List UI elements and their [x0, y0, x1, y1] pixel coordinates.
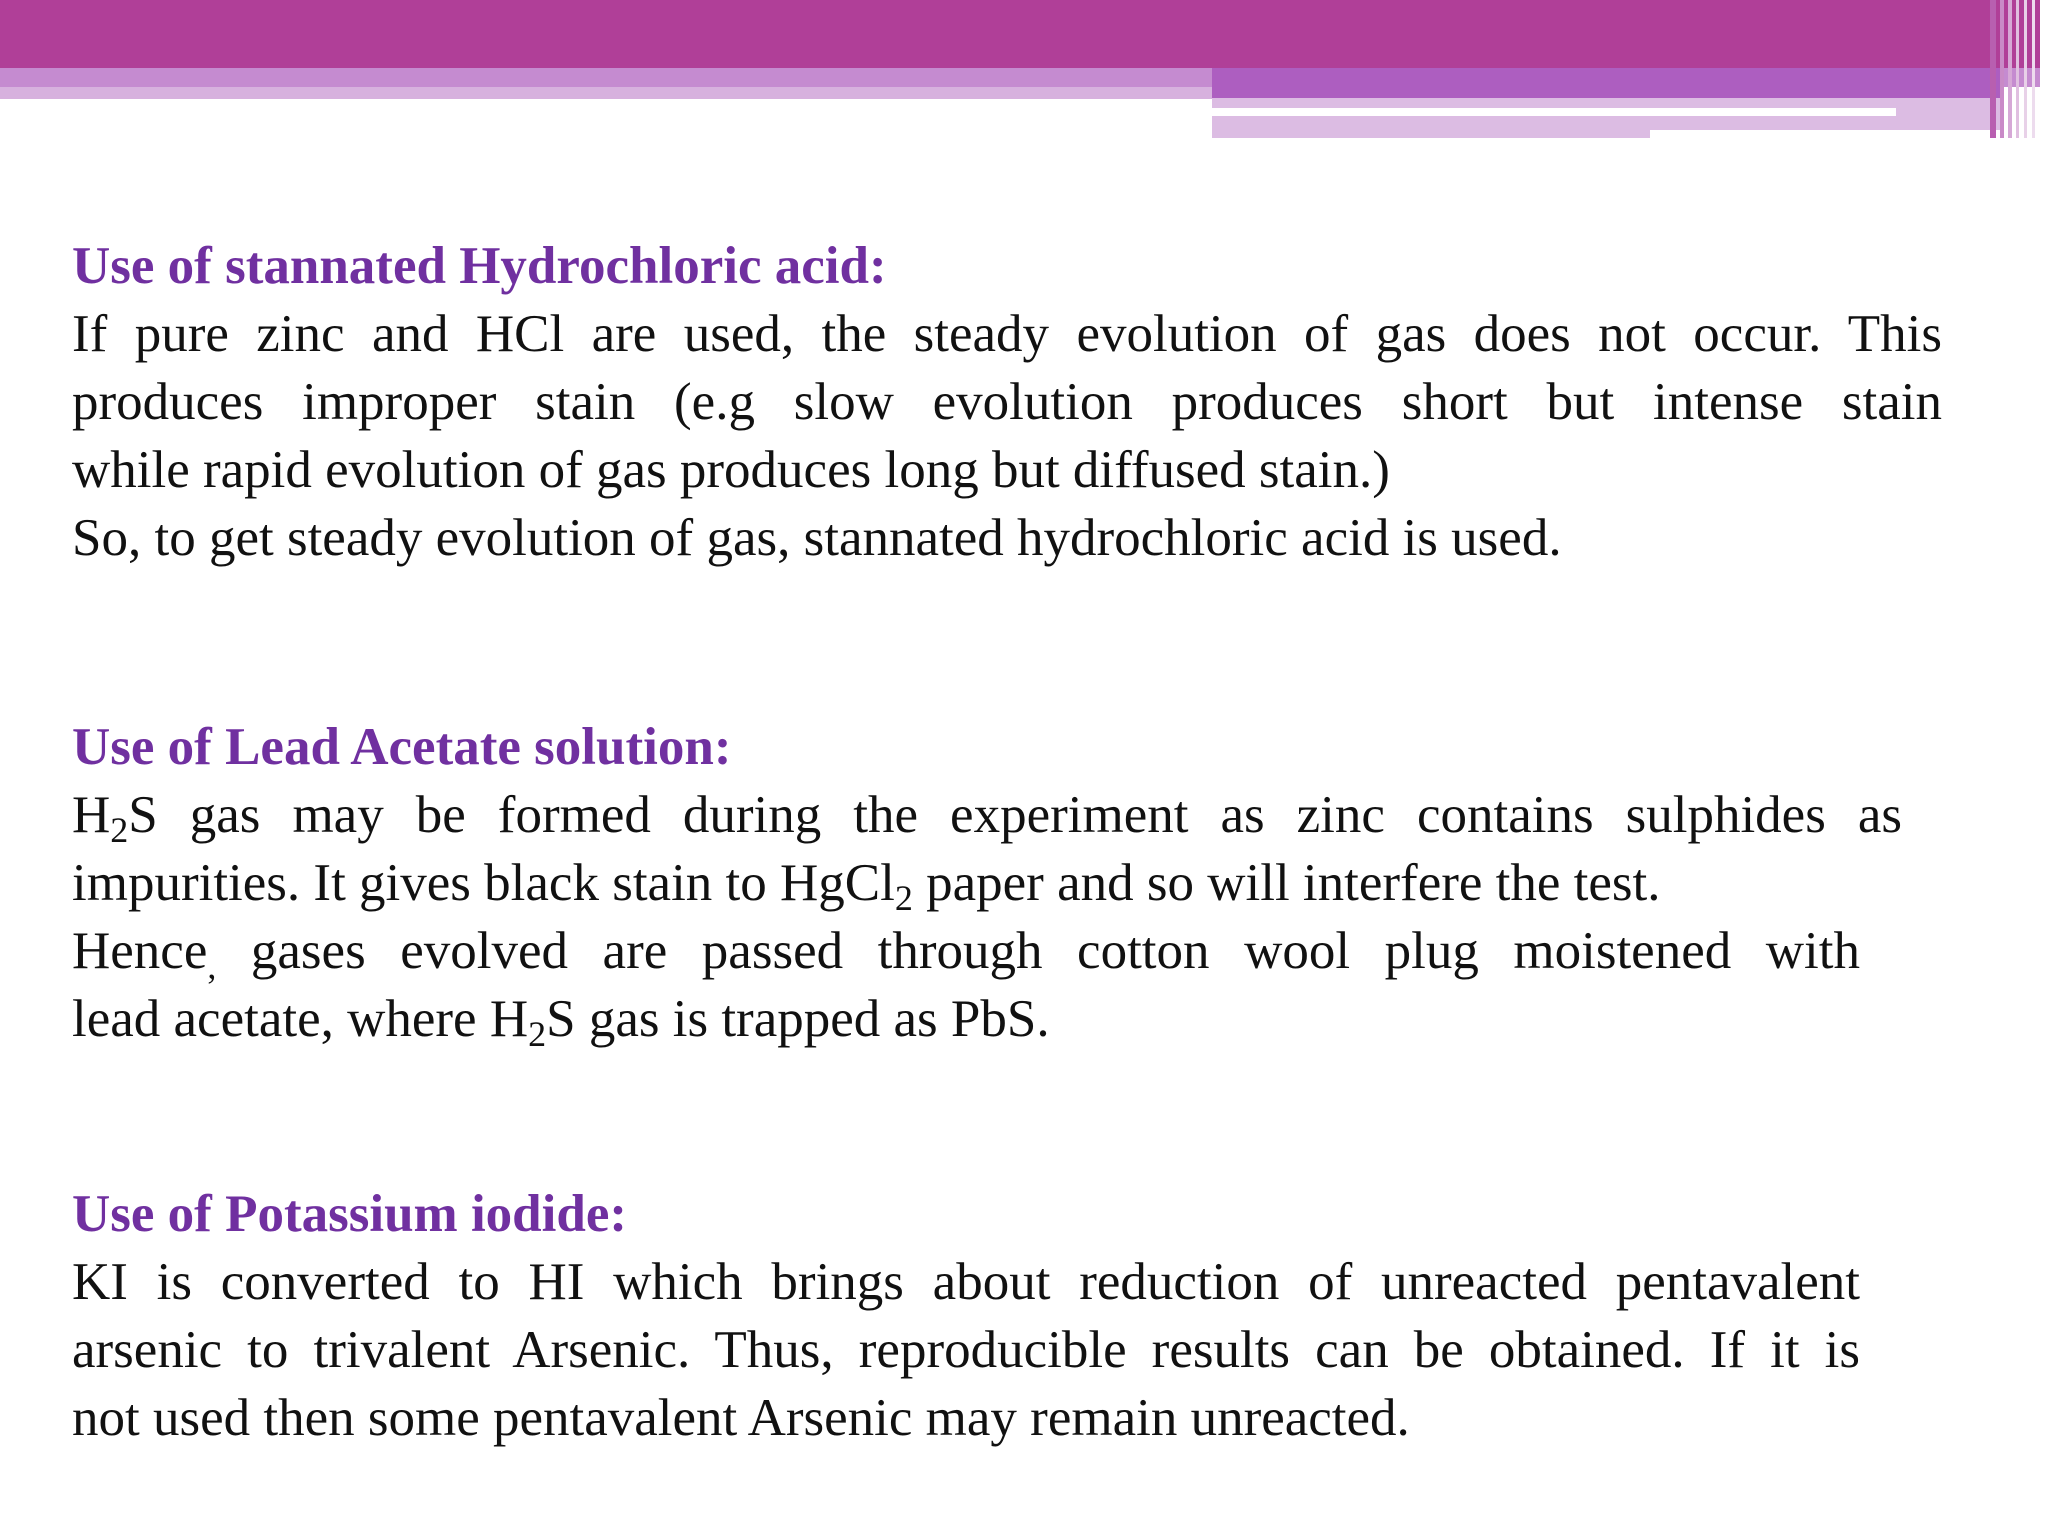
text-fragment: gases evolved are passed through cotton wool plug moistened with [216, 922, 1860, 980]
subscript: 2 [528, 1014, 547, 1054]
section-body [72, 1248, 1860, 1452]
text-line: So, to get steady evolution of gas, stannated hydrochloric acid is used. [72, 509, 1562, 567]
subscript: , [207, 946, 217, 986]
text-line: KI is converted to HI which brings about reduction of unreacted pentavalent [72, 1253, 1860, 1311]
header-stripe [1990, 0, 1996, 138]
text-line: arsenic to trivalent Arsenic. Thus, reproducible results can be obtained. If it is [72, 1321, 1860, 1379]
section-heading: Use of stannated Hydrochloric acid: [72, 237, 887, 295]
text-fragment: S gas is trapped as PbS. [546, 990, 1050, 1048]
text-fragment: lead acetate, where H [72, 990, 529, 1048]
text-line: not used then some pentavalent Arsenic may remain unreacted. [72, 1389, 1410, 1447]
section-heading: Use of Potassium iodide: [72, 1185, 628, 1243]
subscript: 2 [110, 810, 129, 850]
text-line: If pure zinc and HCl are used, the steady evolution of gas does not occur. This [72, 305, 1942, 363]
section-stannated-hcl [72, 232, 1942, 572]
header-stripe [2032, 0, 2035, 138]
header-stripe [2016, 0, 2019, 138]
section-body [72, 781, 1902, 1053]
header-band-tertiary [0, 87, 1212, 99]
text-line [72, 917, 1860, 985]
text-line [72, 985, 1902, 1053]
text-line [72, 849, 1902, 917]
header-band-accent [1212, 68, 2002, 98]
text-line: produces improper stain (e.g slow evolution produces short but intense stain [72, 373, 1942, 431]
text-fragment: H [72, 786, 111, 844]
section-heading: Use of Lead Acetate solution: [72, 718, 732, 776]
text-fragment: paper and so will interfere the test. [912, 854, 1661, 912]
text-fragment: impurities. It gives black stain to HgCl [72, 854, 895, 912]
text-line: while rapid evolution of gas produces long but diffused stain.) [72, 441, 1390, 499]
header-stripe [2040, 0, 2048, 138]
text-fragment: Hence [72, 922, 208, 980]
text-fragment: S gas may be formed during the experiment as zinc contains sulphides as [128, 786, 1902, 844]
header-stripe [2000, 0, 2004, 138]
slide-content [72, 232, 1942, 1452]
section-lead-acetate [72, 713, 1942, 1053]
section-body [72, 300, 1942, 572]
section-potassium-iodide [72, 1180, 1942, 1452]
header-stripe [2008, 0, 2012, 138]
subscript: 2 [894, 878, 913, 918]
header-band-primary [0, 0, 2048, 68]
header-band-divider-2 [1650, 130, 2002, 138]
text-line [72, 781, 1902, 849]
header-band-divider [1212, 108, 1896, 116]
header-stripe [2024, 0, 2027, 138]
